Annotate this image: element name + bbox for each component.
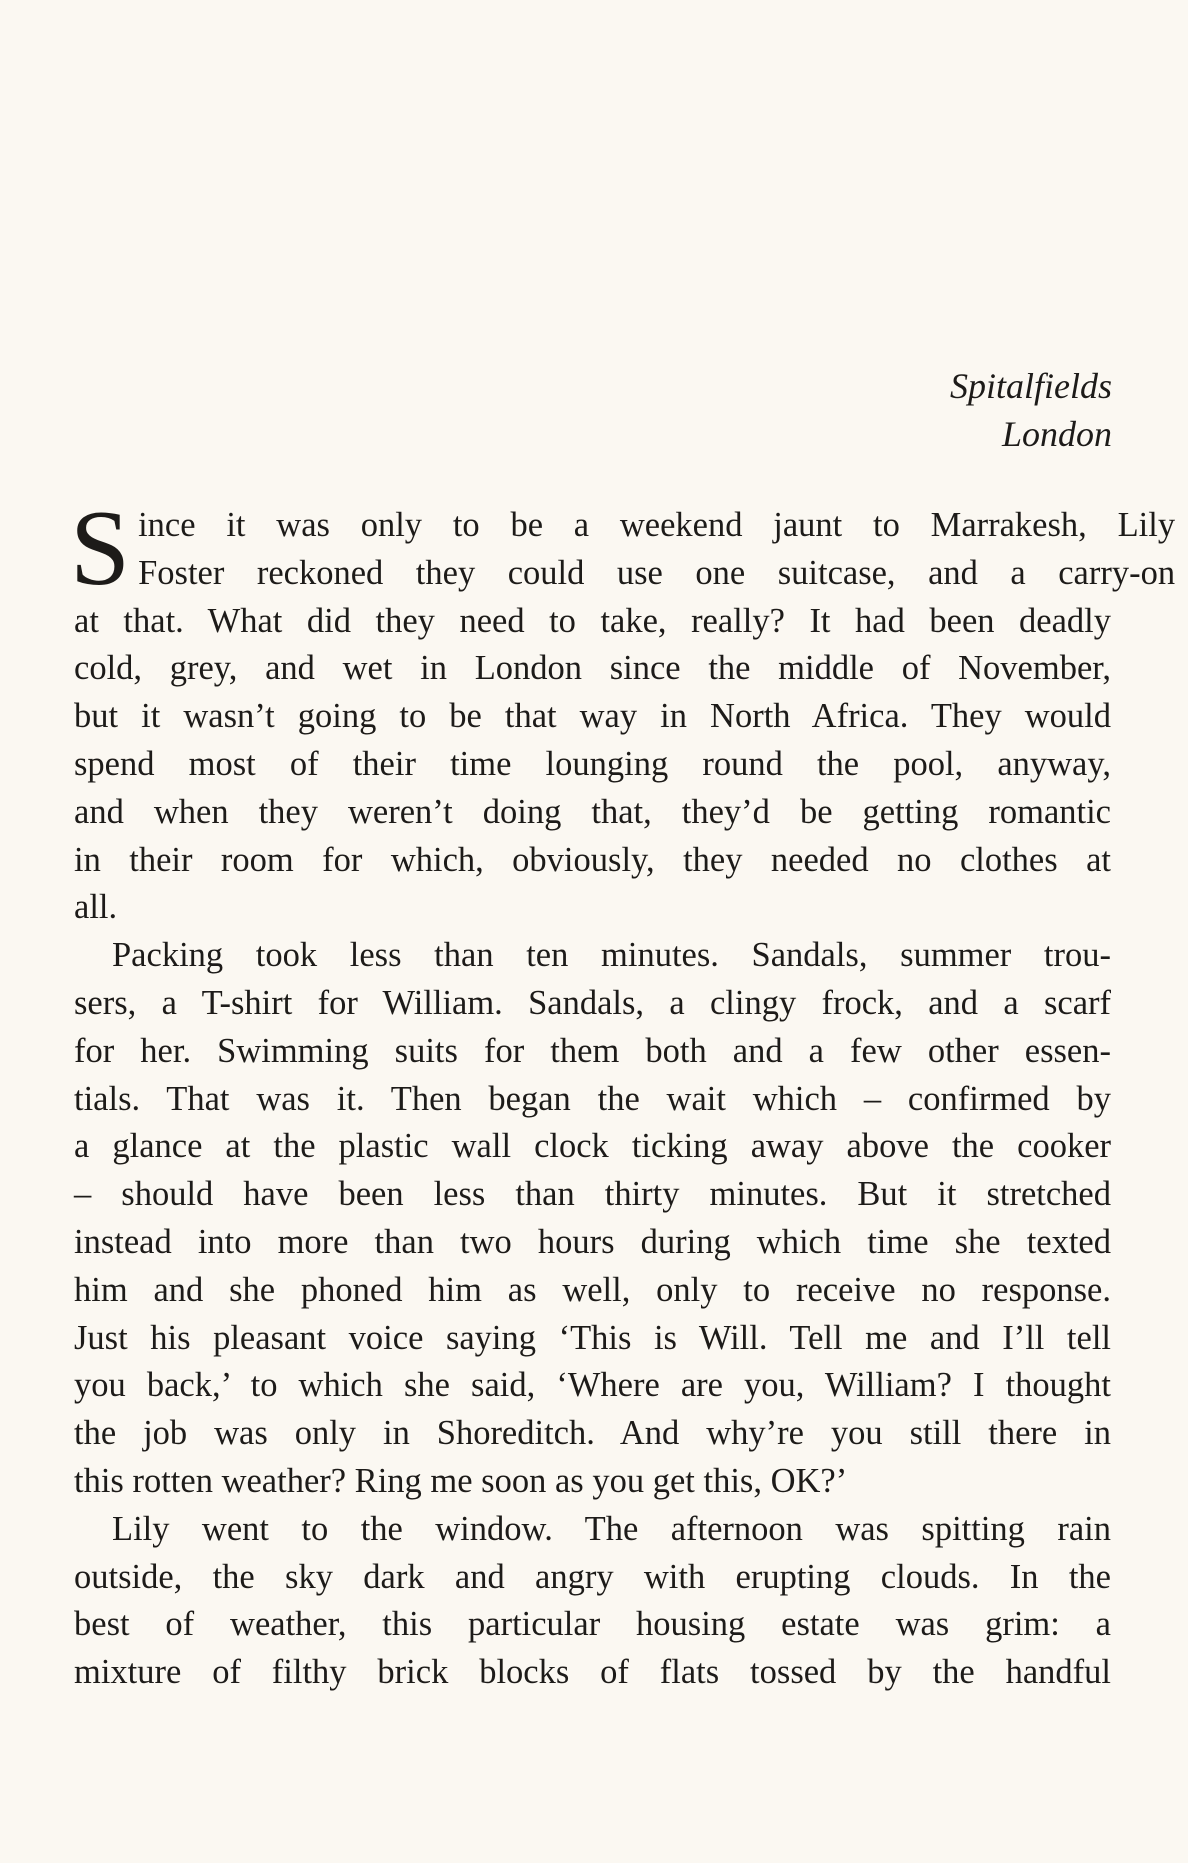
text-line: ince it was only to be a weekend jaunt to Marrakesh, Lily [138,506,1176,544]
text-line: at that. What did they need to take, really? It had been deadly [74,601,1111,640]
text-line: sers, a T-shirt for William. Sandals, a clingy frock, and a scarf [74,983,1111,1022]
text-line: cold, grey, and wet in London since the middle of November, [74,649,1111,688]
text-line: mixture of filthy brick blocks of flats tossed by the handful [74,1653,1111,1692]
text-line: Lily went to the window. The afternoon was spitting rain [112,1509,1111,1548]
text-line: Just his pleasant voice saying ‘This is Will. Tell me and I’ll tell [74,1318,1111,1357]
text-line: Packing took less than ten minutes. Sandals, summer trou- [112,936,1111,975]
paragraph-1 [70,489,1176,932]
location-city: London [1001,414,1112,454]
text-line: best of weather, this particular housing estate was grim: a [74,1605,1111,1644]
text-line: you back,’ to which she said, ‘Where are you, William? I thought [74,1366,1111,1405]
paragraph-3 [74,1506,1111,1697]
text-line: but it wasn’t going to be that way in North Africa. They would [74,697,1111,736]
text-line: all. [74,888,118,927]
text-line: tials. That was it. Then began the wait which – confirmed by [74,1079,1111,1118]
chapter-location-heading [950,362,1112,458]
text-line: and when they weren’t doing that, they’d be getting romantic [74,792,1111,831]
text-line: – should have been less than thirty minutes. But it stretched [74,1175,1111,1214]
text-line: this rotten weather? Ring me soon as you get this, OK?’ [74,1461,848,1500]
location-place: Spitalfields [950,366,1112,406]
text-line: him and she phoned him as well, only to receive no response. [74,1270,1111,1309]
paragraph-2 [74,932,1111,1506]
text-line: for her. Swimming suits for them both and a few other essen- [74,1031,1111,1070]
text-line: spend most of their time lounging round the pool, anyway, [74,744,1111,783]
text-line: instead into more than two hours during which time she texted [74,1222,1111,1261]
text-line: the job was only in Shoreditch. And why’re you still there in [74,1414,1111,1453]
text-line: a glance at the plastic wall clock ticking away above the cooker [74,1127,1111,1166]
text-line: Foster reckoned they could use one suitcase, and a carry-on [138,553,1176,592]
text-line: in their room for which, obviously, they needed no clothes at [74,840,1111,879]
drop-cap: S [70,489,131,608]
text-line: outside, the sky dark and angry with erupting clouds. In the [74,1557,1111,1596]
body-text [70,489,1176,1697]
